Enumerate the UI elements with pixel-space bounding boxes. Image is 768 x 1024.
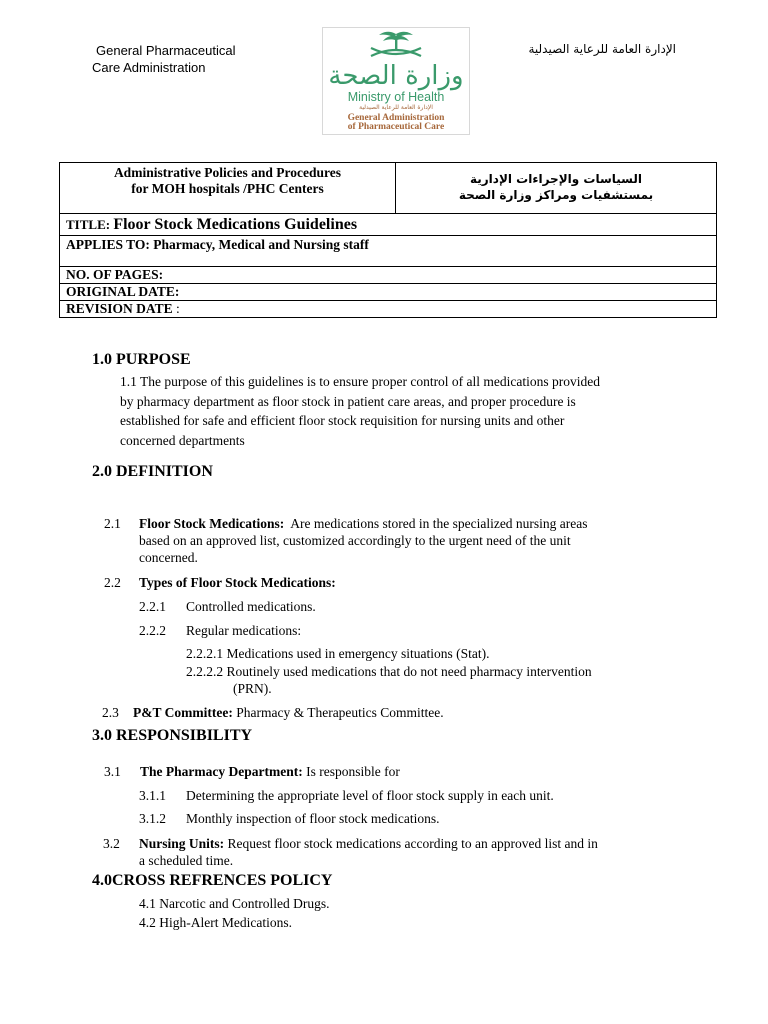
resp-3-1-1-text: Determining the appropriate level of floor stock supply in each unit. xyxy=(186,788,554,803)
ministry-of-health-logo xyxy=(322,27,470,135)
revision-date-row xyxy=(60,301,717,318)
def-2-1-text xyxy=(139,515,679,566)
purpose-line2: by pharmacy department as floor stock in patient care areas, and proper procedure is xyxy=(120,393,576,409)
policy-header-row xyxy=(60,163,717,214)
pages-label: NO. OF PAGES: xyxy=(60,267,717,284)
resp-3-2-text xyxy=(139,835,679,869)
def-2-3-desc: Pharmacy & Therapeutics Committee. xyxy=(236,705,444,720)
org-name-arabic: الإدارة العامة للرعاية الصيدلية xyxy=(528,42,676,56)
policy-arabic-cell xyxy=(396,163,717,214)
def-2-2-number: 2.2 xyxy=(104,575,121,590)
resp-3-1-text xyxy=(140,763,400,780)
cross-reference-2: 4.2 High-Alert Medications. xyxy=(139,915,292,930)
revision-date-label: REVISION DATE xyxy=(66,301,173,316)
org-name-english xyxy=(92,42,235,76)
resp-3-1-1-number: 3.1.1 xyxy=(139,788,166,803)
policy-english-line1: Administrative Policies and Procedures xyxy=(113,165,342,180)
def-2-3-text xyxy=(133,704,444,721)
resp-3-2-line2: a scheduled time. xyxy=(139,853,234,868)
resp-3-1-number: 3.1 xyxy=(104,764,121,779)
title-row xyxy=(60,214,717,236)
logo-sub-arabic: الإدارة العامة للرعاية الصيدلية xyxy=(359,104,433,111)
logo-sub-line1: General Administration xyxy=(347,113,445,123)
definition-heading: 2.0 DEFINITION xyxy=(92,463,213,480)
applies-to-cell: APPLIES TO: Pharmacy, Medical and Nursing staff xyxy=(60,236,717,267)
title-cell xyxy=(60,214,717,236)
policy-info-table xyxy=(59,162,717,318)
def-2-2-2-1-text: 2.2.2.1 Medications used in emergency situations (Stat). xyxy=(186,646,490,661)
def-2-2-2-number: 2.2.2 xyxy=(139,623,166,638)
logo-arabic-text: وزارة الصحة xyxy=(328,61,464,91)
def-2-2-2-text: Regular medications: xyxy=(186,623,302,638)
def-2-1-line3: concerned. xyxy=(139,550,198,565)
cross-reference-1: 4.1 Narcotic and Controlled Drugs. xyxy=(139,896,330,911)
def-2-2-2-2-line1: 2.2.2.2 Routinely used medications that do not need pharmacy intervention xyxy=(186,664,592,679)
def-2-3-number: 2.3 xyxy=(102,705,119,720)
title-label: TITLE: xyxy=(66,217,111,232)
resp-3-2-term: Nursing Units: xyxy=(139,836,225,851)
logo-english-text: Ministry of Health xyxy=(347,90,445,104)
document-title: Floor Stock Medications Guidelines xyxy=(113,216,358,233)
logo-sub-line2: of Pharmaceutical Care xyxy=(347,122,445,132)
org-name-line1: General Pharmaceutical xyxy=(96,43,236,58)
policy-english-line2: for MOH hospitals /PHC Centers xyxy=(131,181,324,196)
purpose-line4: concerned departments xyxy=(120,432,245,448)
revision-date-colon: : xyxy=(176,301,180,316)
policy-arabic-line2: بمستشفيات ومراكز وزارة الصحة xyxy=(458,188,654,202)
resp-3-1-term: The Pharmacy Department: xyxy=(140,764,303,779)
def-2-3-term: P&T Committee: xyxy=(133,705,233,720)
purpose-line3: established for safe and efficient floor stock requisition for nursing units and other xyxy=(120,413,565,428)
def-2-1-line1: Are medications stored in the specialized nursing areas xyxy=(290,516,588,531)
applies-to-row xyxy=(60,236,717,267)
def-2-2-2-2-line2: (PRN). xyxy=(233,681,272,696)
resp-3-2-number: 3.2 xyxy=(103,836,120,851)
def-2-2-1-number: 2.2.1 xyxy=(139,599,166,614)
resp-3-1-desc: Is responsible for xyxy=(306,764,400,779)
original-date-label: ORIGINAL DATE: xyxy=(60,284,717,301)
def-2-2-1-text: Controlled medications. xyxy=(186,599,316,614)
org-name-line2: Care Administration xyxy=(92,60,206,75)
original-date-row xyxy=(60,284,717,301)
def-2-2-term: Types of Floor Stock Medications: xyxy=(139,575,336,590)
cross-references-heading: 4.0CROSS REFRENCES POLICY xyxy=(92,872,333,889)
responsibility-heading: 3.0 RESPONSIBILITY xyxy=(92,727,253,744)
def-2-1-term: Floor Stock Medications: xyxy=(139,516,285,531)
pages-row xyxy=(60,267,717,284)
policy-arabic-line1: السياسات والإجراءات الإدارية xyxy=(469,172,642,186)
purpose-line1: 1.1 The purpose of this guidelines is to ensure proper control of all medications provided xyxy=(120,374,601,389)
policy-english-cell xyxy=(60,163,396,214)
def-2-1-number: 2.1 xyxy=(104,516,121,531)
purpose-paragraph xyxy=(120,372,600,450)
def-2-1-line2: based on an approved list, customized accordingly to the urgent need of the unit xyxy=(139,533,571,548)
revision-date-cell xyxy=(60,301,717,318)
resp-3-2-line1: Request floor stock medications according to an approved list and in xyxy=(227,836,598,851)
resp-3-1-2-text: Monthly inspection of floor stock medications. xyxy=(186,811,440,826)
purpose-heading: 1.0 PURPOSE xyxy=(92,351,191,368)
resp-3-1-2-number: 3.1.2 xyxy=(139,811,166,826)
